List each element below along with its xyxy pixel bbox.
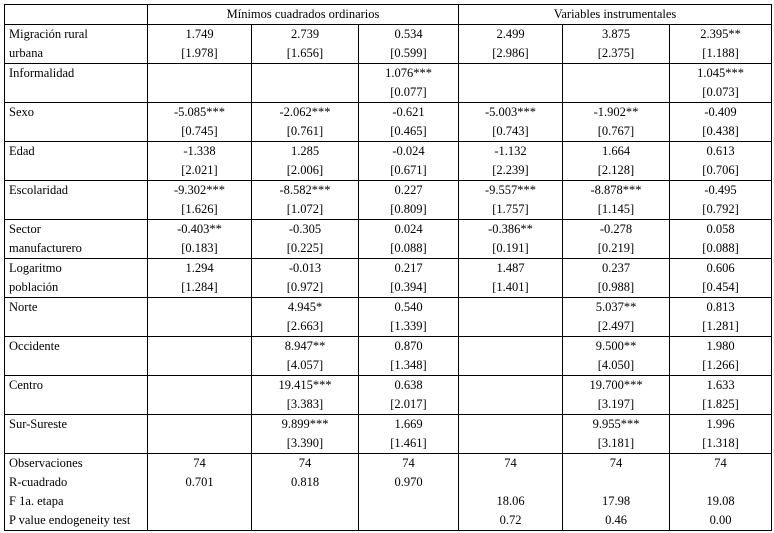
cell-line: -9.557*** bbox=[484, 183, 537, 197]
cell-line: 1.664 bbox=[601, 144, 631, 158]
cell-line: Observaciones bbox=[9, 456, 83, 470]
cell-line bbox=[152, 83, 247, 102]
cell-line: 0.217 bbox=[394, 261, 423, 275]
row-label bbox=[5, 337, 148, 376]
cell-line bbox=[256, 492, 354, 511]
coef-cell bbox=[359, 298, 459, 337]
cell-line: 2.499 bbox=[496, 27, 525, 41]
cell-line: 1.749 bbox=[185, 27, 214, 41]
coef-cell bbox=[563, 337, 670, 376]
coef-cell bbox=[459, 298, 563, 337]
cell-line: [0.438] bbox=[702, 124, 739, 138]
table-row bbox=[5, 64, 772, 103]
cell-line: 0.606 bbox=[706, 261, 735, 275]
cell-line: [2.375] bbox=[597, 46, 635, 60]
coef-cell bbox=[148, 415, 252, 454]
cell-line: -8.878*** bbox=[590, 183, 642, 197]
coef-cell bbox=[670, 142, 772, 181]
cell-line: 2.739 bbox=[290, 27, 320, 41]
cell-line: urbana bbox=[9, 46, 44, 60]
cell-line bbox=[9, 200, 143, 219]
cell-line: [0.454] bbox=[702, 280, 739, 294]
cell-line bbox=[463, 434, 558, 453]
cell-line: [2.497] bbox=[597, 319, 635, 333]
cell-line: 1.980 bbox=[706, 339, 735, 353]
cell-line: Centro bbox=[9, 378, 44, 392]
cell-line: 8.947** bbox=[284, 339, 326, 353]
row-label bbox=[5, 415, 148, 454]
cell-line: 0.540 bbox=[394, 300, 423, 314]
cell-line bbox=[463, 83, 558, 102]
row-label bbox=[5, 25, 148, 64]
cell-line: [4.050] bbox=[597, 358, 635, 372]
coef-cell bbox=[359, 220, 459, 259]
cell-line: 1.996 bbox=[706, 417, 735, 431]
coef-cell bbox=[148, 64, 252, 103]
cell-line: [0.706] bbox=[702, 163, 739, 177]
stats-cell bbox=[459, 454, 563, 531]
cell-line: [0.073] bbox=[702, 85, 739, 99]
cell-line: -8.582*** bbox=[279, 183, 331, 197]
cell-line bbox=[567, 473, 665, 492]
coef-cell bbox=[359, 415, 459, 454]
table-row bbox=[5, 259, 772, 298]
cell-line: [0.465] bbox=[390, 124, 427, 138]
cell-line: Sur-Sureste bbox=[9, 417, 68, 431]
cell-line bbox=[9, 395, 143, 414]
cell-line: -5.003*** bbox=[484, 105, 537, 119]
stats-cell bbox=[148, 454, 252, 531]
cell-line: 74 bbox=[402, 456, 415, 470]
cell-line: Escolaridad bbox=[9, 183, 69, 197]
cell-line: 74 bbox=[298, 456, 312, 470]
coef-cell bbox=[459, 103, 563, 142]
cell-line: -0.403** bbox=[177, 222, 222, 236]
coef-cell bbox=[148, 376, 252, 415]
cell-line: 74 bbox=[714, 456, 727, 470]
coef-cell bbox=[459, 376, 563, 415]
coef-cell bbox=[459, 64, 563, 103]
coef-cell bbox=[252, 25, 359, 64]
coef-cell bbox=[563, 103, 670, 142]
cell-line: [0.394] bbox=[390, 280, 427, 294]
coef-cell bbox=[252, 298, 359, 337]
cell-line: [1.656] bbox=[286, 46, 324, 60]
coef-cell bbox=[252, 142, 359, 181]
cell-line: Occidente bbox=[9, 339, 60, 353]
coef-cell bbox=[670, 376, 772, 415]
cell-line: [0.745] bbox=[181, 124, 218, 138]
coef-cell bbox=[563, 259, 670, 298]
cell-line bbox=[463, 298, 558, 317]
cell-line: 9.899*** bbox=[281, 417, 329, 431]
cell-line: [0.077] bbox=[390, 85, 427, 99]
coef-cell bbox=[359, 259, 459, 298]
cell-line: Migración rural bbox=[9, 27, 88, 41]
coef-cell bbox=[459, 181, 563, 220]
stats-cell bbox=[359, 454, 459, 531]
stats-cell bbox=[670, 454, 772, 531]
cell-line: -2.062*** bbox=[279, 105, 331, 119]
cell-line: [2.986] bbox=[492, 46, 529, 60]
coef-cell bbox=[359, 64, 459, 103]
cell-line bbox=[256, 83, 354, 102]
cell-line bbox=[152, 376, 247, 395]
coef-cell bbox=[670, 64, 772, 103]
table-row bbox=[5, 376, 772, 415]
cell-line: 19.415*** bbox=[278, 378, 332, 392]
cell-line: [0.599] bbox=[390, 46, 427, 60]
coef-cell bbox=[252, 103, 359, 142]
coef-cell bbox=[459, 415, 563, 454]
cell-line bbox=[9, 83, 143, 102]
cell-line: F 1a. etapa bbox=[9, 494, 64, 508]
cell-line: 2.395** bbox=[700, 27, 741, 41]
cell-line: 18.06 bbox=[496, 494, 525, 508]
coef-cell bbox=[148, 298, 252, 337]
coef-cell bbox=[359, 337, 459, 376]
cell-line: 3.875 bbox=[601, 27, 631, 41]
cell-line: -1.902** bbox=[593, 105, 639, 119]
cell-line: 0.058 bbox=[706, 222, 735, 236]
cell-line: 4.945* bbox=[287, 300, 323, 314]
regression-table bbox=[4, 4, 772, 531]
coef-cell bbox=[670, 103, 772, 142]
cell-line bbox=[256, 64, 354, 83]
cell-line: 5.037** bbox=[595, 300, 637, 314]
cell-line bbox=[152, 434, 247, 453]
coef-cell bbox=[563, 376, 670, 415]
row-label bbox=[5, 376, 148, 415]
table-row bbox=[5, 298, 772, 337]
cell-line bbox=[463, 356, 558, 375]
cell-line: 0.227 bbox=[394, 183, 423, 197]
cell-line: 0.813 bbox=[706, 300, 735, 314]
cell-line bbox=[463, 415, 558, 434]
coef-cell bbox=[359, 376, 459, 415]
cell-line: [3.390] bbox=[286, 436, 324, 450]
coef-cell bbox=[148, 337, 252, 376]
coef-cell bbox=[563, 64, 670, 103]
table-row bbox=[5, 181, 772, 220]
cell-line bbox=[674, 473, 767, 492]
cell-line: [3.181] bbox=[597, 436, 635, 450]
cell-line: 0.534 bbox=[394, 27, 423, 41]
stats-row bbox=[5, 454, 772, 531]
table-row bbox=[5, 142, 772, 181]
cell-line bbox=[363, 511, 454, 530]
cell-line: 0.237 bbox=[601, 261, 631, 275]
row-label bbox=[5, 103, 148, 142]
cell-line: 0.00 bbox=[709, 513, 732, 527]
coef-cell bbox=[148, 142, 252, 181]
cell-line: [1.188] bbox=[702, 46, 739, 60]
cell-line: -5.085*** bbox=[173, 105, 226, 119]
coef-cell bbox=[670, 25, 772, 64]
cell-line: 74 bbox=[609, 456, 623, 470]
cell-line: R-cuadrado bbox=[9, 475, 68, 489]
cell-line: Edad bbox=[9, 144, 35, 158]
cell-line: manufacturero bbox=[9, 241, 82, 255]
cell-line: 0.638 bbox=[394, 378, 423, 392]
cell-line bbox=[463, 473, 558, 492]
coef-cell bbox=[563, 142, 670, 181]
cell-line: 0.72 bbox=[499, 513, 522, 527]
cell-line: [0.988] bbox=[597, 280, 635, 294]
cell-line: 1.285 bbox=[290, 144, 320, 158]
cell-line: [1.284] bbox=[181, 280, 218, 294]
header-blank-cell bbox=[5, 5, 148, 25]
cell-line: Sector bbox=[9, 222, 41, 236]
cell-line: 74 bbox=[504, 456, 517, 470]
cell-line: [1.318] bbox=[702, 436, 739, 450]
cell-line: Logaritmo bbox=[9, 261, 62, 275]
cell-line: [2.663] bbox=[286, 319, 324, 333]
cell-line: 19.700*** bbox=[589, 378, 643, 392]
coef-cell bbox=[148, 181, 252, 220]
coef-cell bbox=[563, 220, 670, 259]
cell-line: Norte bbox=[9, 300, 38, 314]
cell-line: -0.305 bbox=[288, 222, 322, 236]
cell-line: 0.46 bbox=[605, 513, 627, 527]
cell-line: [3.383] bbox=[286, 397, 324, 411]
cell-line bbox=[463, 64, 558, 83]
coef-cell bbox=[563, 415, 670, 454]
cell-line: [0.225] bbox=[286, 241, 324, 255]
cell-line: [1.825] bbox=[702, 397, 739, 411]
cell-line bbox=[463, 337, 558, 356]
cell-line: [1.348] bbox=[390, 358, 427, 372]
cell-line: [0.088] bbox=[390, 241, 427, 255]
coef-cell bbox=[670, 415, 772, 454]
header-iv: Variables instrumentales bbox=[459, 5, 772, 25]
cell-line: [0.761] bbox=[286, 124, 324, 138]
coef-cell bbox=[359, 103, 459, 142]
row-label bbox=[5, 259, 148, 298]
cell-line: [1.339] bbox=[390, 319, 427, 333]
cell-line: -0.278 bbox=[599, 222, 633, 236]
cell-line bbox=[152, 317, 247, 336]
cell-line: Informalidad bbox=[9, 66, 75, 80]
cell-line: [1.461] bbox=[390, 436, 427, 450]
cell-line: 74 bbox=[193, 456, 206, 470]
coef-cell bbox=[670, 259, 772, 298]
cell-line: [0.792] bbox=[702, 202, 739, 216]
cell-line bbox=[152, 298, 247, 317]
cell-line bbox=[152, 492, 247, 511]
coef-cell bbox=[148, 220, 252, 259]
cell-line: [1.145] bbox=[597, 202, 635, 216]
coef-cell bbox=[359, 25, 459, 64]
cell-line: -0.409 bbox=[704, 105, 737, 119]
cell-line: -9.302*** bbox=[173, 183, 226, 197]
cell-line: -0.024 bbox=[392, 144, 425, 158]
cell-line: [2.017] bbox=[390, 397, 427, 411]
cell-line bbox=[256, 511, 354, 530]
stats-labels bbox=[5, 454, 148, 531]
cell-line: -0.495 bbox=[704, 183, 737, 197]
cell-line: [1.266] bbox=[702, 358, 739, 372]
cell-line bbox=[9, 122, 143, 141]
cell-line: [0.767] bbox=[597, 124, 635, 138]
stats-cell bbox=[252, 454, 359, 531]
coef-cell bbox=[670, 181, 772, 220]
coef-cell bbox=[148, 103, 252, 142]
table-row bbox=[5, 25, 772, 64]
cell-line: 1.045*** bbox=[697, 66, 744, 80]
cell-line bbox=[463, 395, 558, 414]
row-label bbox=[5, 64, 148, 103]
cell-line: [1.401] bbox=[492, 280, 529, 294]
cell-line bbox=[9, 161, 143, 180]
cell-line: [0.183] bbox=[181, 241, 218, 255]
cell-line: 0.818 bbox=[290, 475, 320, 489]
cell-line bbox=[567, 83, 665, 102]
row-label bbox=[5, 220, 148, 259]
cell-line: 19.08 bbox=[706, 494, 735, 508]
coef-cell bbox=[670, 220, 772, 259]
cell-line: P value endogeneity test bbox=[9, 513, 131, 527]
coef-cell bbox=[670, 298, 772, 337]
cell-line: [2.128] bbox=[597, 163, 635, 177]
cell-line: [1.281] bbox=[702, 319, 739, 333]
cell-line: [4.057] bbox=[286, 358, 324, 372]
stats-cell bbox=[563, 454, 670, 531]
coef-cell bbox=[459, 220, 563, 259]
cell-line: 1.294 bbox=[185, 261, 214, 275]
cell-line: -0.013 bbox=[288, 261, 322, 275]
row-label bbox=[5, 298, 148, 337]
row-label bbox=[5, 181, 148, 220]
cell-line: 0.701 bbox=[185, 475, 214, 489]
cell-line: Sexo bbox=[9, 105, 34, 119]
cell-line: [0.191] bbox=[492, 241, 529, 255]
coef-cell bbox=[563, 298, 670, 337]
cell-line: [0.972] bbox=[286, 280, 324, 294]
cell-line bbox=[363, 492, 454, 511]
coef-cell bbox=[252, 337, 359, 376]
cell-line: [3.197] bbox=[597, 397, 635, 411]
cell-line bbox=[152, 337, 247, 356]
row-label bbox=[5, 142, 148, 181]
cell-line: [2.021] bbox=[181, 163, 218, 177]
cell-line: 0.870 bbox=[394, 339, 423, 353]
coef-cell bbox=[252, 64, 359, 103]
cell-line: 1.076*** bbox=[385, 66, 432, 80]
cell-line: [1.626] bbox=[181, 202, 218, 216]
cell-line: [0.671] bbox=[390, 163, 427, 177]
coef-cell bbox=[252, 259, 359, 298]
coef-cell bbox=[459, 259, 563, 298]
cell-line: [2.006] bbox=[286, 163, 324, 177]
header-row bbox=[5, 5, 772, 25]
coef-cell bbox=[563, 25, 670, 64]
cell-line: [1.978] bbox=[181, 46, 218, 60]
coef-cell bbox=[459, 25, 563, 64]
cell-line: 0.613 bbox=[706, 144, 735, 158]
cell-line: -0.621 bbox=[392, 105, 425, 119]
cell-line: [1.757] bbox=[492, 202, 529, 216]
coef-cell bbox=[359, 181, 459, 220]
cell-line bbox=[152, 64, 247, 83]
coef-cell bbox=[459, 142, 563, 181]
cell-line bbox=[152, 356, 247, 375]
cell-line bbox=[567, 64, 665, 83]
cell-line: -1.132 bbox=[494, 144, 527, 158]
header-ols: Mínimos cuadrados ordinarios bbox=[148, 5, 459, 25]
cell-line: 1.487 bbox=[496, 261, 525, 275]
cell-line: 9.955*** bbox=[592, 417, 640, 431]
cell-line: -1.338 bbox=[183, 144, 216, 158]
coef-cell bbox=[252, 181, 359, 220]
cell-line: 0.024 bbox=[394, 222, 423, 236]
table-row bbox=[5, 337, 772, 376]
cell-line: 1.633 bbox=[706, 378, 735, 392]
coef-cell bbox=[670, 337, 772, 376]
coef-cell bbox=[252, 220, 359, 259]
table-row bbox=[5, 415, 772, 454]
coef-cell bbox=[148, 25, 252, 64]
coef-cell bbox=[563, 181, 670, 220]
coef-cell bbox=[359, 142, 459, 181]
cell-line: [1.072] bbox=[286, 202, 324, 216]
cell-line bbox=[9, 434, 143, 453]
cell-line: población bbox=[9, 280, 59, 294]
cell-line: 17.98 bbox=[601, 494, 631, 508]
cell-line bbox=[463, 317, 558, 336]
cell-line: 1.669 bbox=[394, 417, 423, 431]
coef-cell bbox=[148, 259, 252, 298]
cell-line: 9.500** bbox=[595, 339, 637, 353]
cell-line bbox=[9, 356, 143, 375]
cell-line bbox=[152, 415, 247, 434]
table-row bbox=[5, 220, 772, 259]
cell-line bbox=[152, 511, 247, 530]
cell-line: [0.809] bbox=[390, 202, 427, 216]
cell-line: [0.088] bbox=[702, 241, 739, 255]
coef-cell bbox=[459, 337, 563, 376]
cell-line: 0.970 bbox=[394, 475, 423, 489]
cell-line: [0.219] bbox=[597, 241, 635, 255]
cell-line bbox=[152, 395, 247, 414]
coef-cell bbox=[252, 376, 359, 415]
cell-line: -0.386** bbox=[488, 222, 533, 236]
cell-line bbox=[463, 376, 558, 395]
cell-line: [0.743] bbox=[492, 124, 529, 138]
cell-line bbox=[9, 317, 143, 336]
coef-cell bbox=[252, 415, 359, 454]
table-row bbox=[5, 103, 772, 142]
cell-line: [2.239] bbox=[492, 163, 529, 177]
